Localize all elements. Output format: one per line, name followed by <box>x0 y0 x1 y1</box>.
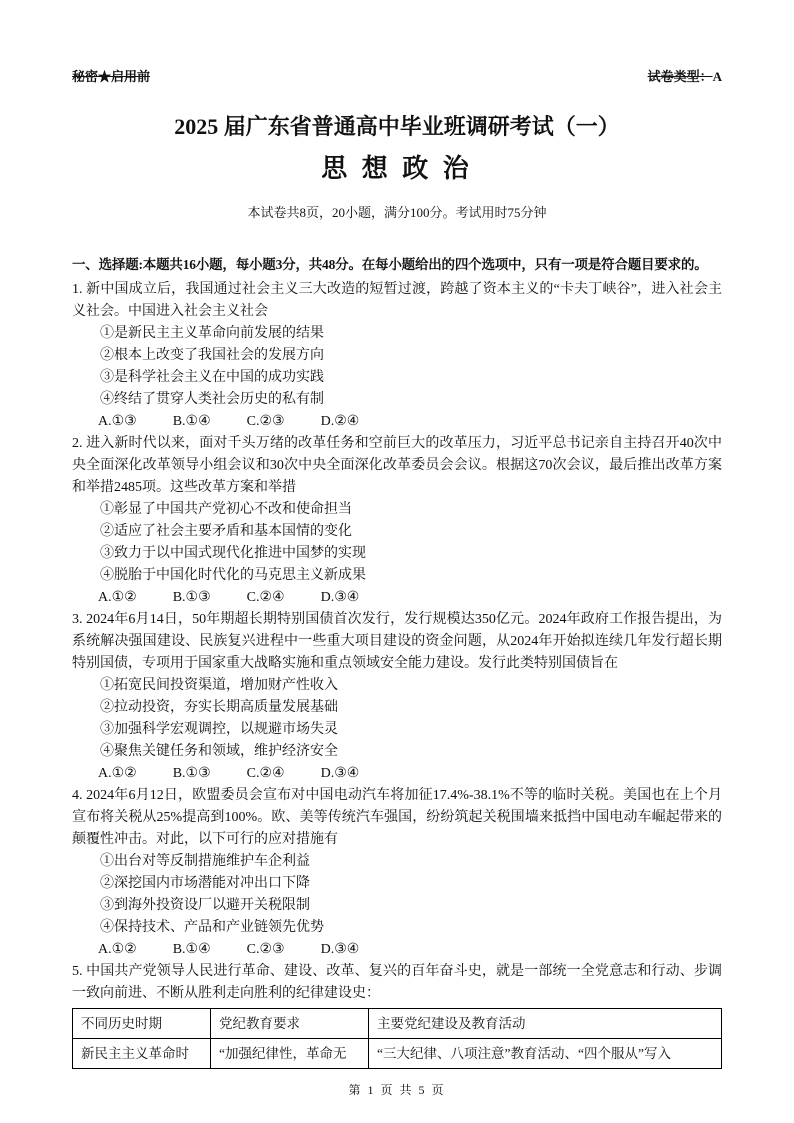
question-1 <box>72 279 722 433</box>
exam-title: 2025 届广东省普通高中毕业班调研考试（一） <box>174 114 620 139</box>
question-option-item: ①彰显了中国共产党初心不改和使命担当 <box>100 502 352 517</box>
question-option-item: ②适应了社会主要矛盾和基本国情的变化 <box>100 524 352 539</box>
answer-choices-row <box>72 939 722 961</box>
question-option-item: ②深挖国内市场潜能对冲出口下降 <box>100 876 310 891</box>
answer-choice: B.①③ <box>172 766 211 781</box>
question-stem: 1. 新中国成立后，我国通过社会主义三大改造的短暂过渡，跨越了资本主义的“卡夫丁峡谷”，进入社会主义社会。中国进入社会主义社会 <box>72 282 722 319</box>
question-option-item: ②根本上改变了我国社会的发展方向 <box>100 348 324 363</box>
question-option-item: ①是新民主主义革命向前发展的结果 <box>100 326 324 341</box>
question-option-item: ④保持技术、产品和产业链领先优势 <box>100 920 324 935</box>
table-cell-period: 新民主主义革命时 <box>73 1039 211 1069</box>
paper-type-value: A <box>712 69 722 84</box>
table-row <box>73 1039 722 1069</box>
question-list <box>72 279 722 1005</box>
question-option-item: ③致力于以中国式现代化推进中国梦的实现 <box>100 546 366 561</box>
table-header-cell-period: 不同历史时期 <box>73 1009 211 1039</box>
question-option-item: ①拓宽民间投资渠道，增加财产性收入 <box>100 678 338 693</box>
page-footer: 第 1 页 共 5 页 <box>348 1083 446 1097</box>
table-cell-requirement: “加强纪律性，革命无 <box>211 1039 369 1069</box>
question-option-item: ③到海外投资设厂以避开关税限制 <box>100 898 310 913</box>
answer-choices-row <box>72 411 722 433</box>
paper-type-label: 试卷类型： <box>647 69 713 84</box>
question-5 <box>72 961 722 1005</box>
question-option-item: ④终结了贯穿人类社会历史的私有制 <box>100 392 324 407</box>
answer-choice: A.①② <box>98 766 137 781</box>
question5-table <box>72 1008 722 1069</box>
table-header-cell-requirement: 党纪教育要求 <box>211 1009 369 1039</box>
question-option-item: ①出台对等反制措施维护车企利益 <box>100 854 310 869</box>
answer-choices-row <box>72 587 722 609</box>
question-stem: 4. 2024年6月12日，欧盟委员会宣布对中国电动汽车将加征17.4%-38.1%不等的临时关税。美国也在上个月宣布将关税从25%提高到100%。欧、美等传统汽车强国，纷纷筑起关税围墙来抵挡中国电动车崛起带来的颠覆性冲击。对此，以下可行的应对措施有 <box>72 788 722 847</box>
answer-choice: D.③④ <box>320 766 360 781</box>
answer-choice: D.③④ <box>320 942 360 957</box>
answer-choice: C.②④ <box>246 590 285 605</box>
answer-choice: A.①③ <box>98 414 137 429</box>
document-header <box>72 66 722 88</box>
question-option-item: ②拉动投资，夯实长期高质量发展基础 <box>100 700 338 715</box>
paper-type <box>648 66 722 88</box>
answer-choices-row <box>72 763 722 785</box>
answer-choice: C.②④ <box>246 766 285 781</box>
question-option-item: ③加强科学宏观调控，以规避市场失灵 <box>100 722 338 737</box>
answer-choice: B.①③ <box>172 590 211 605</box>
answer-choice: D.③④ <box>320 590 360 605</box>
subject-title: 思 想 政 治 <box>321 154 473 183</box>
section-one-heading: 一、选择题:本题共16小题，每小题3分，共48分。在每小题给出的四个选项中，只有一项是符合题目要求的。 <box>72 257 708 272</box>
question-stem: 2. 进入新时代以来，面对千头万绪的改革任务和空前巨大的改革压力，习近平总书记亲自主持召开40次中央全面深化改革领导小组会议和30次中央全面深化改革委员会会议。根据这70次会议，最后推出改革方案和举措2485项。这些改革方案和举措 <box>72 436 722 495</box>
question-stem: 5. 中国共产党领导人民进行革命、建设、改革、复兴的百年奋斗史，就是一部统一全党意志和行动、步调一致向前进、不断从胜利走向胜利的纪律建设史： <box>72 964 722 1001</box>
question-option-item: ④脱胎于中国化时代化的马克思主义新成果 <box>100 568 366 583</box>
answer-choice: B.①④ <box>172 414 211 429</box>
question-2 <box>72 433 722 609</box>
answer-choice: A.①② <box>98 590 137 605</box>
table-header-row <box>73 1009 722 1039</box>
answer-choice: A.①② <box>98 942 137 957</box>
question-stem: 3. 2024年6月14日，50年期超长期特别国债首次发行，发行规模达350亿元。2024年政府工作报告提出，为系统解决强国建设、民族复兴进程中一些重大项目建设的资金问题，从2024年开始拟连续几年发行超长期特别国债，专项用于国家重大战略实施和重点领域安全能力建设。发行此类特别国债旨在 <box>72 612 722 671</box>
exam-info: 本试卷共8页，20小题，满分100分。考试用时75分钟 <box>247 205 547 220</box>
answer-choice: C.②③ <box>246 414 285 429</box>
question-option-item: ③是科学社会主义在中国的成功实践 <box>100 370 324 385</box>
question-4 <box>72 785 722 961</box>
question-option-item: ④聚焦关键任务和领域，维护经济安全 <box>100 744 338 759</box>
table-cell-activities: “三大纪律、八项注意”教育活动、“四个服从”写入 <box>369 1039 722 1069</box>
answer-choice: C.②③ <box>246 942 285 957</box>
classification-label: 秘密★启用前 <box>72 69 151 84</box>
table-header-cell-activities: 主要党纪建设及教育活动 <box>369 1009 722 1039</box>
answer-choice: D.②④ <box>320 414 360 429</box>
answer-choice: B.①④ <box>172 942 211 957</box>
question-3 <box>72 609 722 785</box>
